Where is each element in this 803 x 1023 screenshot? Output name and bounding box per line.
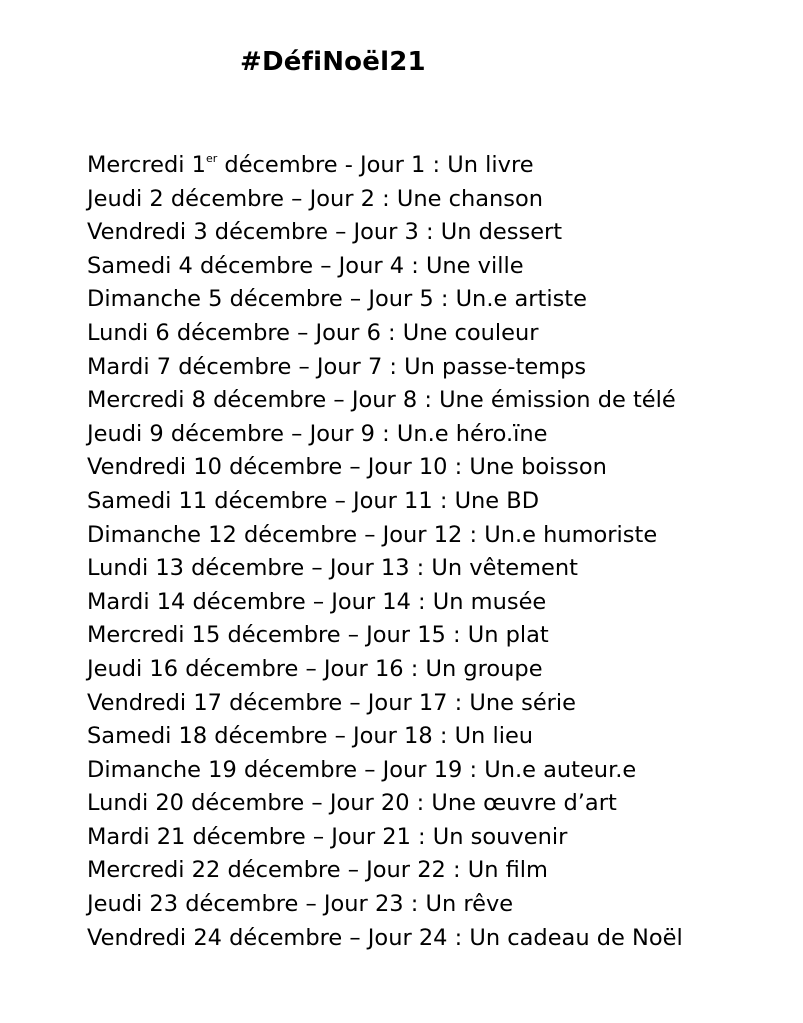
- list-item: Samedi 4 décembre – Jour 4 : Une ville: [87, 252, 524, 279]
- entry-rest: décembre - Jour 1 : Un livre: [217, 152, 534, 178]
- list-item: Samedi 11 décembre – Jour 11 : Une BD: [87, 487, 540, 514]
- list-item: [87, 149, 787, 183]
- list-item: Lundi 6 décembre – Jour 6 : Une couleur: [87, 319, 539, 346]
- list-item: Dimanche 5 décembre – Jour 5 : Un.e artiste: [87, 286, 587, 313]
- list-item: Lundi 20 décembre – Jour 20 : Une œuvre d’art: [87, 790, 617, 817]
- page-title: #DéfiNoël21: [240, 47, 426, 77]
- challenge-list: [87, 149, 787, 955]
- list-item: Mardi 21 décembre – Jour 21 : Un souvenir: [87, 823, 568, 850]
- list-item: Mercredi 15 décembre – Jour 15 : Un plat: [87, 622, 549, 649]
- list-item: Jeudi 2 décembre – Jour 2 : Une chanson: [87, 185, 543, 212]
- list-item: Mercredi 22 décembre – Jour 22 : Un film: [87, 857, 548, 884]
- list-item: Vendredi 17 décembre – Jour 17 : Une série: [87, 689, 577, 716]
- list-item: Mardi 7 décembre – Jour 7 : Un passe-temps: [87, 353, 587, 380]
- list-item: Lundi 13 décembre – Jour 13 : Un vêtement: [87, 555, 578, 582]
- list-item: Samedi 18 décembre – Jour 18 : Un lieu: [87, 723, 534, 750]
- list-item: Jeudi 16 décembre – Jour 16 : Un groupe: [87, 655, 543, 682]
- list-item: Vendredi 10 décembre – Jour 10 : Une boisson: [87, 454, 607, 481]
- list-item: Mardi 14 décembre – Jour 14 : Un musée: [87, 588, 547, 615]
- ordinal-suffix: er: [205, 152, 218, 165]
- entry-date: Mercredi 1: [87, 152, 206, 178]
- list-item: Mercredi 8 décembre – Jour 8 : Une émission de télé: [87, 387, 676, 414]
- list-item: Jeudi 9 décembre – Jour 9 : Un.e héro.ïne: [87, 420, 548, 447]
- list-item: Vendredi 24 décembre – Jour 24 : Un cadeau de Noël: [87, 924, 683, 951]
- list-item: Vendredi 3 décembre – Jour 3 : Un dessert: [87, 219, 563, 246]
- list-item: Dimanche 12 décembre – Jour 12 : Un.e humoriste: [87, 521, 658, 548]
- list-item: Jeudi 23 décembre – Jour 23 : Un rêve: [87, 891, 514, 918]
- list-item: Dimanche 19 décembre – Jour 19 : Un.e auteur.e: [87, 756, 637, 783]
